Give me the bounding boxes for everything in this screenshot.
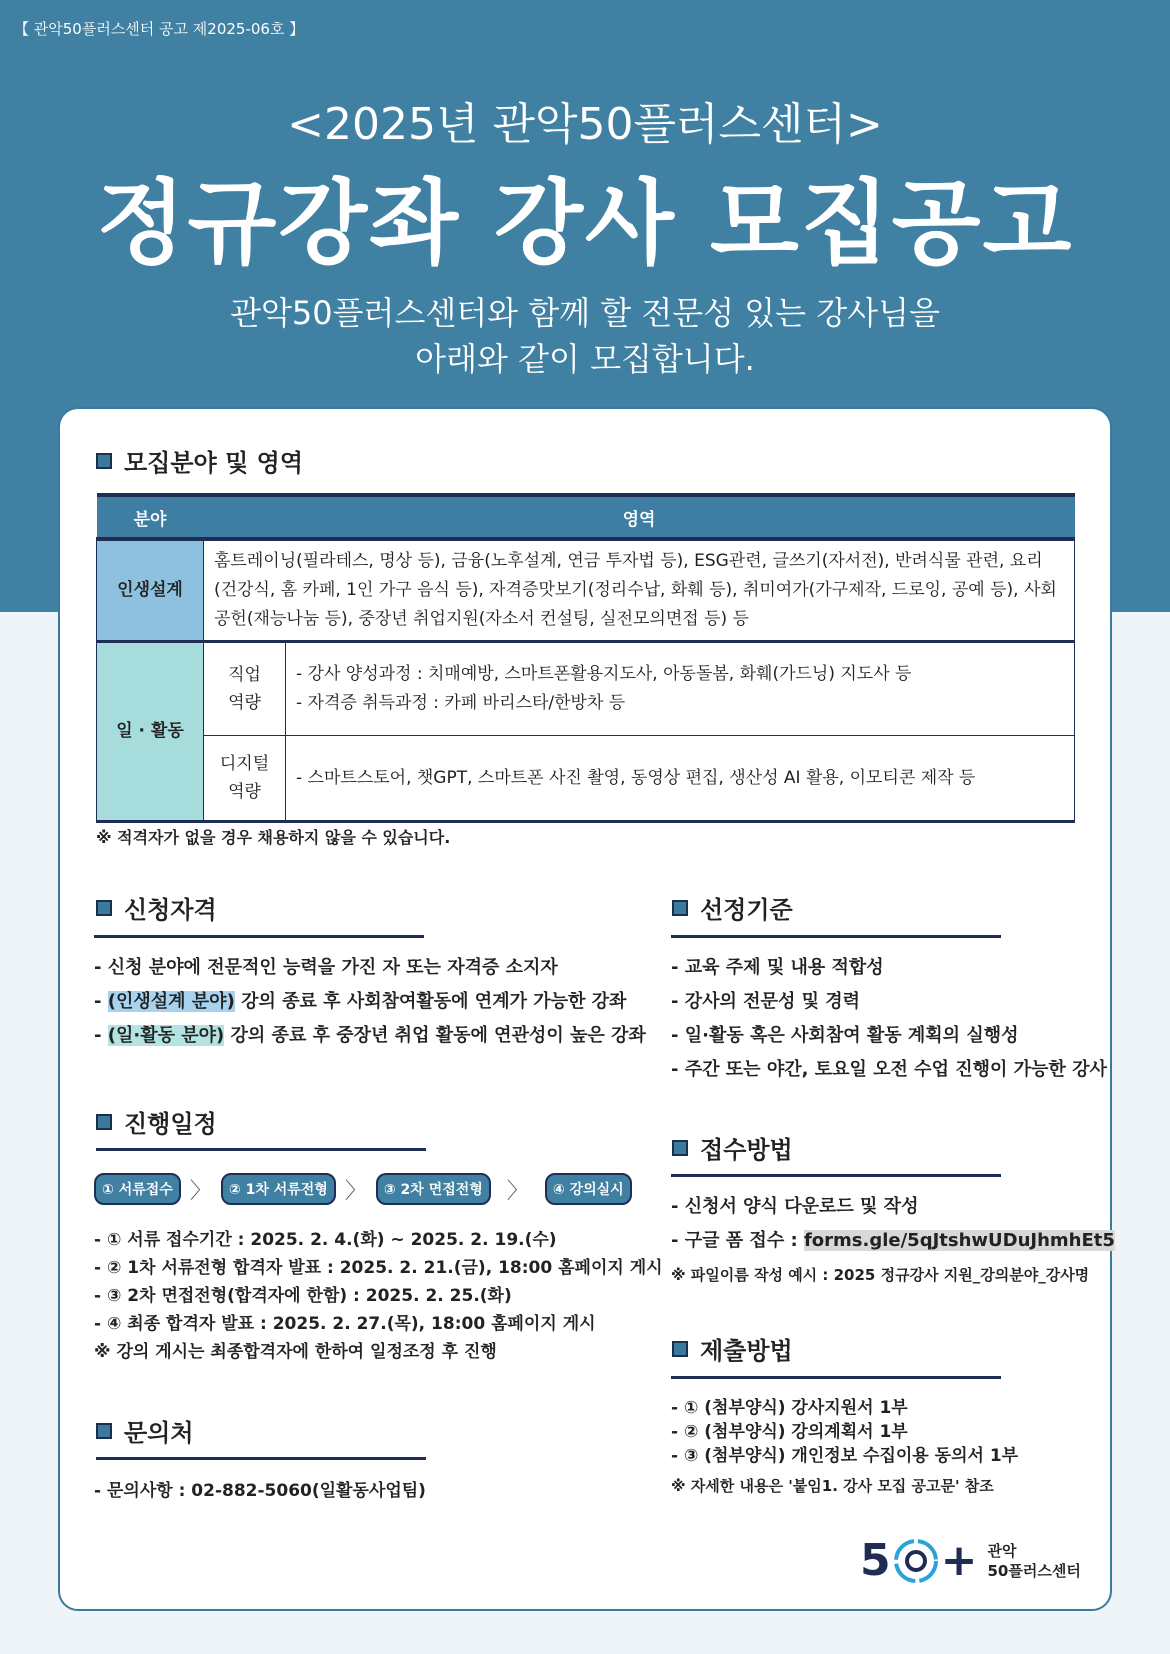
col-header: 분야	[97, 495, 204, 539]
divider	[94, 935, 424, 938]
list-item: - ① (첨부양식) 강사지원서 1부	[671, 1398, 908, 1418]
logo-five: 5	[860, 1535, 891, 1586]
heading-text: 모집분야 및 영역	[124, 449, 303, 477]
section-heading	[96, 890, 217, 925]
section-heading	[96, 443, 303, 478]
heading-text: 신청자격	[124, 896, 217, 924]
divider	[671, 1174, 1001, 1177]
table-row	[97, 539, 1075, 642]
heading-text: 제출방법	[700, 1337, 793, 1365]
logo-text	[988, 1541, 1081, 1581]
note: ※ 파일이름 작성 예시 : 2025 정규강사 지원_강의분야_강사명	[671, 1266, 1090, 1284]
logo-circle-icon	[891, 1536, 941, 1586]
divider	[671, 1376, 1001, 1379]
heading-text: 문의처	[124, 1419, 194, 1447]
center-logo	[860, 1535, 1081, 1586]
list-item: - ① 서류 접수기간 : 2025. 2. 4.(화) ~ 2025. 2. 19.(수)	[94, 1230, 557, 1250]
col-header: 영역	[204, 495, 1075, 539]
description	[0, 290, 1170, 382]
list-item: - ③ (첨부양식) 개인정보 수집이용 동의서 1부	[671, 1446, 1019, 1466]
form-link[interactable]: forms.gle/5qJtshwUDuJhmhEt5	[803, 1230, 1115, 1251]
logo-line: 관악	[987, 1541, 1017, 1560]
list-item: - ④ 최종 합격자 발표 : 2025. 2. 27.(목), 18:00 홈페이지 게시	[94, 1314, 596, 1334]
section-heading	[96, 1104, 217, 1139]
table-row	[97, 642, 1075, 736]
logo-line: 50플러스센터	[987, 1561, 1081, 1580]
section-heading	[672, 1130, 793, 1165]
note: ※ 자세한 내용은 '붙임1. 강사 모집 공고문' 참조	[671, 1477, 994, 1495]
table-row	[97, 736, 1075, 822]
heading-text: 접수방법	[700, 1136, 793, 1164]
section-heading	[672, 890, 793, 925]
item-text: - 구글 폼 접수 :	[671, 1230, 804, 1251]
list-item: - ② 1차 서류전형 합격자 발표 : 2025. 2. 21.(금), 18:00 홈페이지 게시	[94, 1258, 663, 1278]
criteria-list	[671, 951, 1107, 1087]
chevron-right-icon: 〉	[189, 1178, 212, 1204]
step-badge: ② 1차 서류전형	[221, 1173, 336, 1205]
highlight: (인생설계 분야)	[107, 991, 235, 1012]
desc-line: 아래와 같이 모집합니다.	[415, 340, 755, 378]
field-label: 일 · 활동	[97, 642, 204, 822]
submit-list	[671, 1396, 1018, 1498]
square-bullet-icon	[96, 900, 112, 916]
fields-table	[96, 493, 1075, 823]
apply-list	[671, 1190, 1115, 1292]
item: - 자격증 취득과정 : 카페 바리스타/한방차 등	[296, 693, 626, 713]
note: ※ 적격자가 없을 경우 채용하지 않을 수 있습니다.	[96, 828, 451, 847]
desc-line: 관악50플러스센터와 함께 할 전문성 있는 강사님을	[230, 294, 940, 332]
chevron-right-icon: 〉	[344, 1178, 367, 1204]
list-item: - 신청서 양식 다운로드 및 작성	[671, 1196, 919, 1217]
step-badge: ① 서류접수	[94, 1173, 181, 1205]
square-bullet-icon	[672, 1140, 688, 1156]
field-text	[286, 642, 1075, 736]
highlight: (일·활동 분야)	[107, 1025, 225, 1046]
subtitle: <2025년 관악50플러스센터>	[287, 99, 883, 150]
chevron-right-icon: 〉	[506, 1178, 529, 1204]
qual-list	[94, 951, 646, 1053]
item-text: 강의 종료 후 사회참여활동에 연계가 가능한 강좌	[234, 991, 627, 1012]
list-item: - 주간 또는 야간, 토요일 오전 수업 진행이 가능한 강사	[671, 1059, 1107, 1080]
contact-info: - 문의사항 : 02-882-5060(일활동사업팀)	[94, 1481, 426, 1501]
step-badge: ③ 2차 면접전형	[376, 1173, 491, 1205]
section-heading	[96, 1413, 194, 1448]
page-title: 정규강좌 강사 모집공고	[96, 170, 1074, 277]
heading-text: 진행일정	[124, 1110, 217, 1138]
list-item: ※ 강의 게시는 최종합격자에 한하여 일정조정 후 진행	[94, 1342, 497, 1362]
divider	[96, 1457, 426, 1460]
list-item: - (인생설계 분야) 강의 종료 후 사회참여활동에 연계가 가능한 강좌	[94, 991, 627, 1012]
schedule-list	[94, 1226, 663, 1366]
sub-label: 디지털 역량	[204, 736, 286, 822]
list-item: - 신청 분야에 전문적인 능력을 가진 자 또는 자격증 소지자	[94, 957, 558, 978]
list-item: - ③ 2차 면접전형(합격자에 한함) : 2025. 2. 25.(화)	[94, 1286, 512, 1306]
list-item: - 강사의 전문성 및 경력	[671, 991, 861, 1012]
heading-text: 선정기준	[700, 896, 793, 924]
field-text: 홈트레이닝(필라테스, 명상 등), 금융(노후설계, 연금 투자법 등), ESG관련, 글쓰기(자서전), 반려식물 관련, 요리(건강식, 홈 카페, 1인 가구 음식 등), 자격증맛보기(정리수납, 화훼 등), 취미여가(가구제작, 드로잉, 공예 등), 사회공헌(재능나눔 등), 중장년 취업지원(자소서 컨설팅, 실전모의면접 등) 등	[204, 539, 1075, 642]
notice-number: 【 관악50플러스센터 공고 제2025-06호 】	[14, 20, 305, 38]
square-bullet-icon	[672, 1341, 688, 1357]
schedule-steps	[94, 1173, 632, 1205]
square-bullet-icon	[96, 1423, 112, 1439]
divider	[671, 935, 1001, 938]
item-text: 강의 종료 후 중장년 취업 활동에 연관성이 높은 강좌	[224, 1025, 646, 1046]
item: - 강사 양성과정 : 치매예방, 스마트폰활용지도사, 아동돌봄, 화훼(가드닝) 지도사 등	[296, 664, 912, 684]
list-item	[671, 1224, 1115, 1258]
step-badge: ④ 강의실시	[545, 1173, 632, 1205]
field-label: 인생설계	[97, 539, 204, 642]
square-bullet-icon	[672, 900, 688, 916]
list-item: - 일·활동 혹은 사회참여 활동 계획의 실행성	[671, 1025, 1019, 1046]
list-item: - 교육 주제 및 내용 적합성	[671, 957, 884, 978]
field-text: - 스마트스토어, 챗GPT, 스마트폰 사진 촬영, 동영상 편집, 생산성 AI 활용, 이모티콘 제작 등	[286, 736, 1075, 822]
divider	[96, 1148, 426, 1151]
logo-plus: +	[940, 1535, 978, 1586]
list-item: - ② (첨부양식) 강의계획서 1부	[671, 1422, 908, 1442]
section-heading	[672, 1331, 793, 1366]
square-bullet-icon	[96, 1114, 112, 1130]
square-bullet-icon	[96, 453, 112, 469]
list-item: - (일·활동 분야) 강의 종료 후 중장년 취업 활동에 연관성이 높은 강좌	[94, 1025, 646, 1046]
sub-label: 직업 역량	[204, 642, 286, 736]
